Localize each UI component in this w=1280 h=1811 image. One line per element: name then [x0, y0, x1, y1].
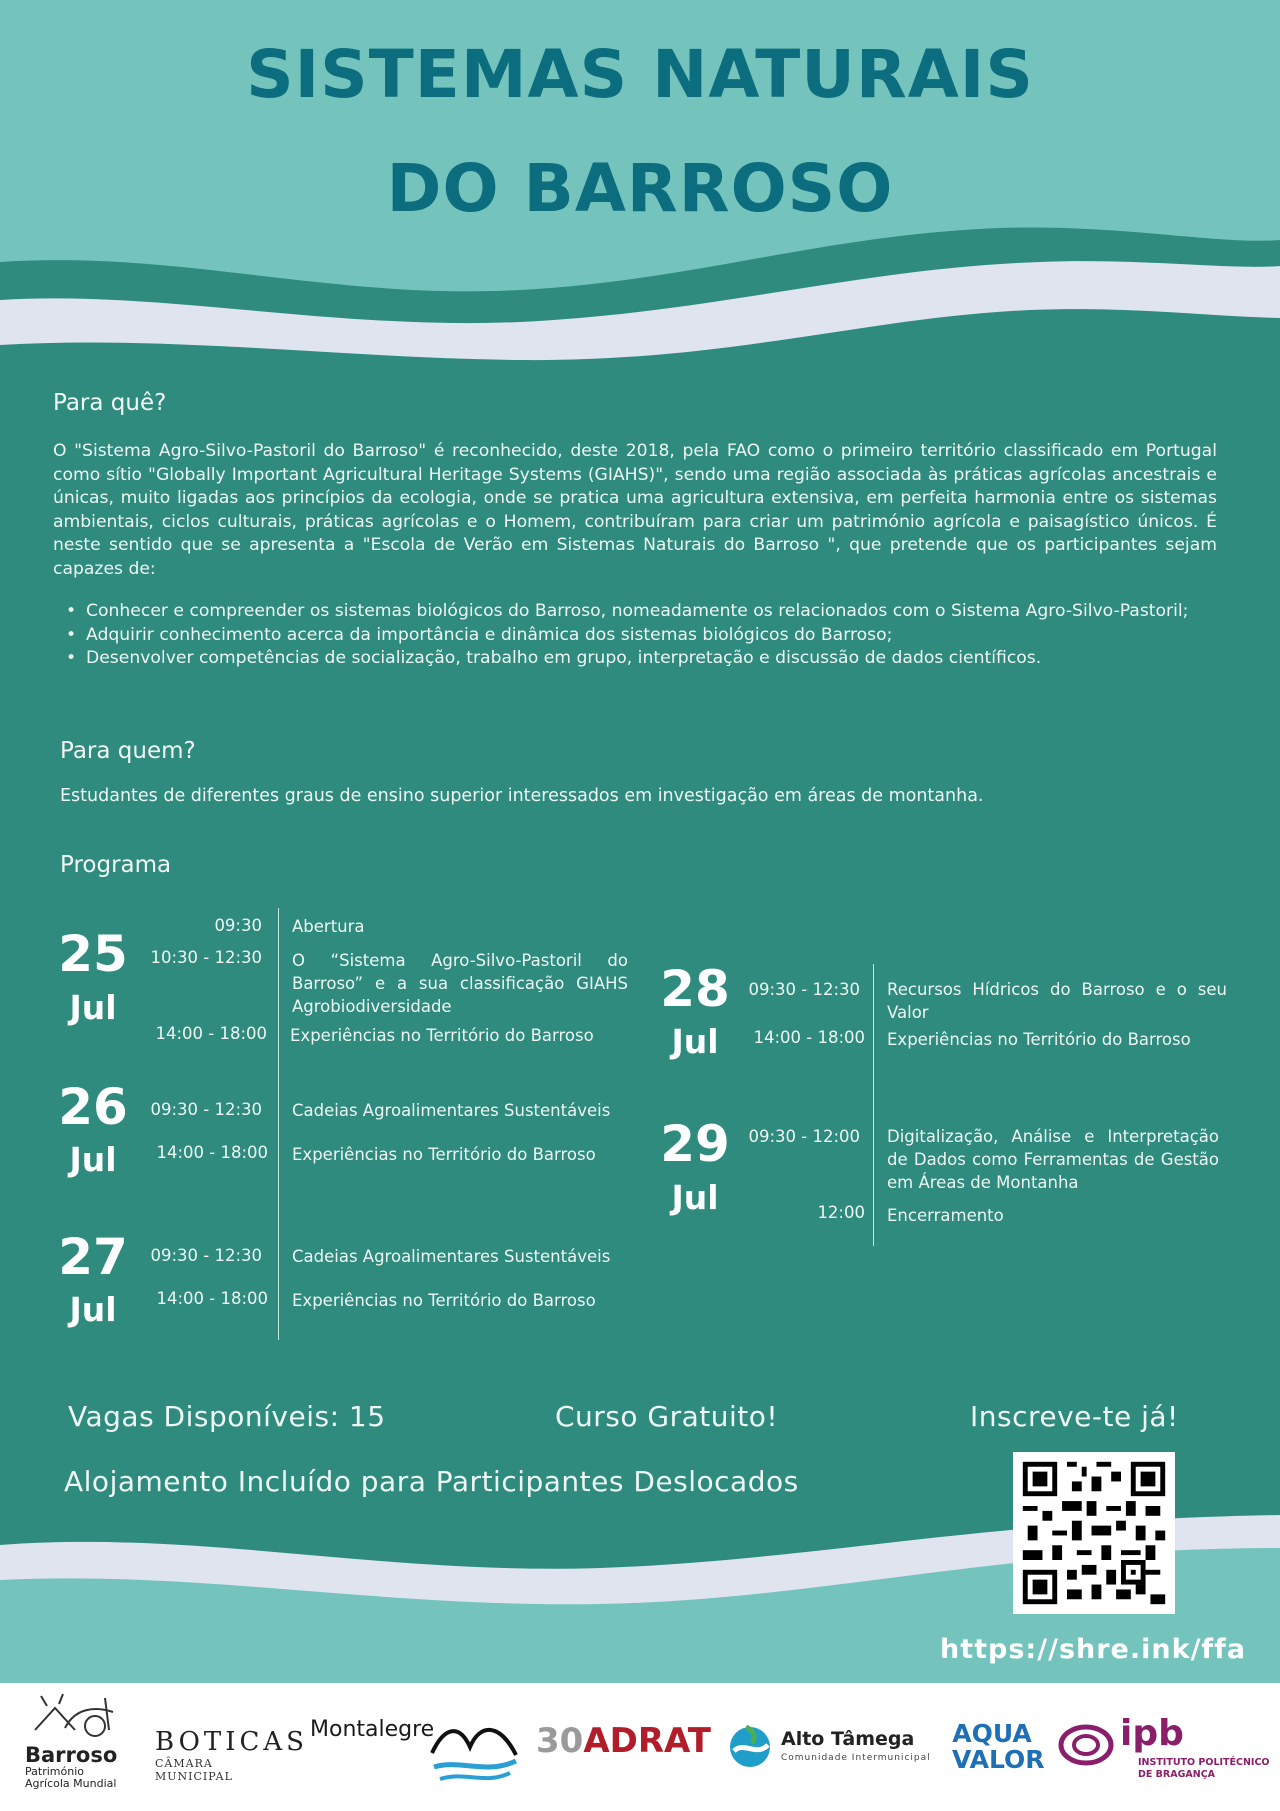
day-number-28: 28 — [660, 960, 730, 1018]
qr-code-icon — [1013, 1452, 1175, 1614]
section-heading-para-que: Para quê? — [53, 390, 167, 416]
time-slot: 10:30 - 12:30 — [150, 948, 262, 967]
ipb-sub1: INSTITUTO POLITÉCNICO — [1138, 1757, 1270, 1768]
time-slot: 09:30 — [214, 916, 262, 935]
barroso-sub2: Agrícola Mundial — [25, 1777, 117, 1790]
day-month-28: Jul — [671, 1022, 719, 1061]
aqua-valor-logo — [952, 1719, 1045, 1774]
adrat-logo — [536, 1721, 716, 1761]
objectives-list — [62, 600, 1222, 671]
aqua-valor-line2: VALOR — [952, 1745, 1045, 1774]
list-item: • Adquirir conhecimento acerca da importância e dinâmica dos sistemas biológicos do Barroso; — [62, 624, 1222, 648]
audience-text: Estudantes de diferentes graus de ensino superior interessados em investigação em áreas de montanha. — [60, 786, 984, 806]
adrat-anniversary: 30 — [536, 1721, 584, 1761]
time-slot: 14:00 - 18:00 — [156, 1289, 268, 1308]
activity: Experiências no Território do Barroso — [292, 1145, 596, 1164]
list-item: • Conhecer e compreender os sistemas biológicos do Barroso, nomeadamente os relacionados com o Sistema Agro-Silvo-Pastoril; — [62, 600, 1222, 624]
section-heading-para-quem: Para quem? — [60, 738, 196, 764]
activity: O “Sistema Agro-Silvo-Pastoril do Barroso” e a sua classificação GIAHS Agrobiodiversidade — [292, 951, 628, 1016]
program-divider-right — [873, 964, 874, 1246]
montalegre-mountain-icon — [430, 1715, 520, 1793]
program-divider-left — [278, 908, 279, 1340]
day-number-27: 27 — [58, 1228, 128, 1286]
alto-tamega-logo — [726, 1723, 931, 1783]
alto-tamega-drop-icon — [726, 1723, 774, 1771]
activity: Abertura — [292, 917, 365, 936]
time-slot: 14:00 - 18:00 — [156, 1143, 268, 1162]
activity: Cadeias Agroalimentares Sustentáveis — [292, 1101, 611, 1120]
time-slot: 09:30 - 12:00 — [748, 1127, 860, 1146]
montalegre-name: Montalegre — [310, 1717, 435, 1742]
boticas-sub: CÂMARA MUNICIPAL — [155, 1757, 233, 1783]
time-slot: 09:30 - 12:30 — [748, 980, 860, 999]
time-slot: 12:00 — [817, 1203, 865, 1222]
qr-code[interactable] — [1013, 1452, 1175, 1614]
activity: Cadeias Agroalimentares Sustentáveis — [292, 1247, 611, 1266]
ipb-emblem-icon — [1058, 1723, 1116, 1767]
boticas-name: BOTICAS — [155, 1727, 308, 1757]
activity: Experiências no Território do Barroso — [290, 1026, 594, 1045]
activity: Recursos Hídricos do Barroso e o seu Valor — [887, 980, 1227, 1022]
ipb-sub2: DE BRAGANÇA — [1138, 1769, 1216, 1780]
time-slot: 14:00 - 18:00 — [753, 1028, 865, 1047]
barroso-logo — [25, 1688, 130, 1806]
activity: Digitalização, Análise e Interpretação de Dados como Ferramentas de Gestão em Áreas de Montanha — [887, 1127, 1219, 1192]
page-title-line2: DO BARROSO — [386, 150, 894, 227]
day-month-27: Jul — [69, 1290, 117, 1329]
list-item: • Desenvolver competências de socialização, trabalho em grupo, interpretação e discussão de dados científicos. — [62, 647, 1222, 671]
ox-cart-icon — [25, 1688, 125, 1740]
inscreve-text: Inscreve-te já! — [970, 1400, 1179, 1433]
activity: Experiências no Território do Barroso — [292, 1291, 596, 1310]
time-slot: 14:00 - 18:00 — [155, 1024, 267, 1043]
alto-tamega-sub: Comunidade Intermunicipal — [781, 1753, 931, 1763]
alto-tamega-name: Alto Tâmega — [781, 1728, 915, 1750]
montalegre-logo — [310, 1717, 520, 1797]
time-slot: 09:30 - 12:30 — [150, 1100, 262, 1119]
time-slot: 09:30 - 12:30 — [150, 1246, 262, 1265]
barroso-name: Barroso — [25, 1743, 118, 1767]
day-month-25: Jul — [69, 988, 117, 1027]
ipb-name: ipb — [1120, 1713, 1184, 1754]
alojamento-text: Alojamento Incluído para Participantes Deslocados — [64, 1465, 799, 1498]
ipb-logo — [1058, 1713, 1270, 1789]
activity: Encerramento — [887, 1206, 1004, 1225]
day-month-29: Jul — [671, 1178, 719, 1217]
day-number-29: 29 — [660, 1115, 730, 1173]
activity: Experiências no Território do Barroso — [887, 1030, 1191, 1049]
sponsor-logos-strip — [0, 1683, 1280, 1811]
page-title-line1: SISTEMAS NATURAIS — [246, 36, 1034, 113]
day-number-25: 25 — [58, 925, 128, 983]
day-month-26: Jul — [69, 1140, 117, 1179]
intro-paragraph: O "Sistema Agro-Silvo-Pastoril do Barroso" é reconhecido, deste 2018, pela FAO como o primeiro território classificado em Portugal como sítio "Globally Important Agricultural Heritage Systems (GIAHS)", sendo uma região associada às práticas agrícolas ancestrais e únicas, muito ligadas aos princípios da ecologia, onde se pratica uma agricultura extensiva, em perfeita harmonia entre os sistemas ambientais, ciclos culturais, práticas agrícolas e o Homem, contribuíram para criar um património agrícola e paisagístico únicos. É neste sentido que se apresenta a "Escola de Verão em Sistemas Naturais do Barroso ", que pretende que os participantes sejam capazes de: — [53, 441, 1217, 579]
curso-gratuito-text: Curso Gratuito! — [555, 1400, 779, 1433]
vagas-text: Vagas Disponíveis: 15 — [68, 1400, 386, 1433]
barroso-sub1: Património — [25, 1765, 84, 1778]
adrat-name: ADRAT — [583, 1721, 711, 1761]
aqua-valor-line1: AQUA — [952, 1719, 1032, 1748]
section-heading-programa: Programa — [60, 852, 172, 878]
signup-url-link[interactable]: https://shre.ink/ffa — [940, 1634, 1247, 1665]
day-number-26: 26 — [58, 1078, 128, 1136]
boticas-logo — [155, 1727, 308, 1783]
